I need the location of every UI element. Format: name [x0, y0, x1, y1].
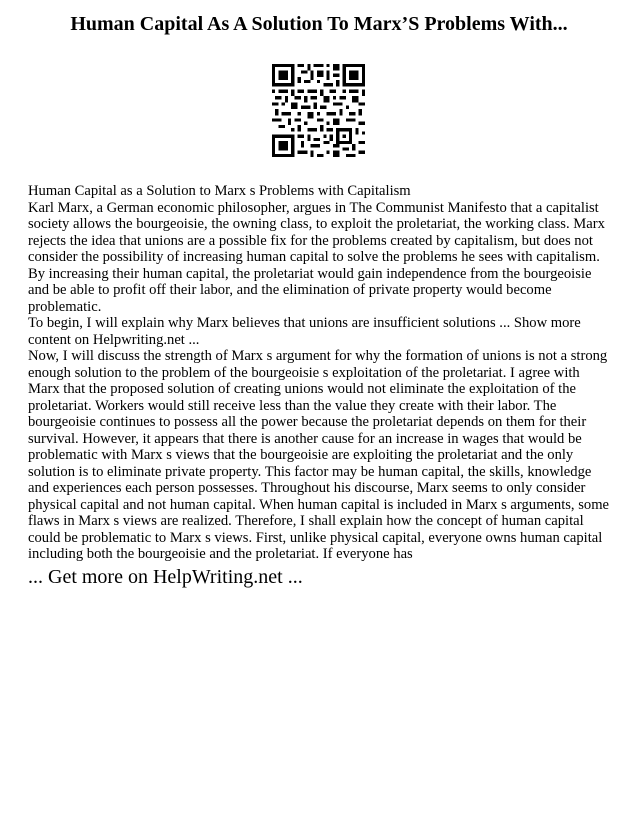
- get-more-link[interactable]: ... Get more on HelpWriting.net ...: [28, 566, 303, 588]
- paragraph: To begin, I will explain why Marx believes that unions are insufficient solutions ... Show more content on Helpwriting.net ...: [28, 315, 581, 348]
- paragraph: Now, I will discuss the strength of Marx s argument for why the formation of unions is not a strong enough solution to the problem of the bourgeoisie s exploitation of the proletariat. I agree with Marx that the proposed solution of creating unions would not eliminate the exploitation of the proletariat. Workers would still receive less than the value they create with their labor. The bourgeoisie continues to possess all the power because the proletariat depends on them for their survival. However, it appears that there is another cause for an increase in wages that would be problematic with Marx s views that the bourgeoisie are exploiting the proletariat and the only solution is to eliminate private property. This factor may be human capital, the skills, knowledge and experiences each person possesses. Throughout his discourse, Marx seems to only consider physical capital and not human capital. When human capital is included in Marx s arguments, some flaws in Marx s views are realized. Therefore, I shall explain how the concept of human capital could be problematic to Marx s views. First, unlike physical capital, everyone owns human capital including both the bourgeoisie and the proletariat. If everyone has: [28, 348, 610, 562]
- article-heading: Human Capital as a Solution to Marx s Problems with Capitalism: [28, 183, 411, 199]
- document-title: Human Capital As A Solution To Marx’S Problems With...: [70, 13, 568, 35]
- paragraph: Karl Marx, a German economic philosopher, argues in The Communist Manifesto that a capitalist society allows the bourgeoisie, the owning class, to exploit the proletariat, the working class. Marx rejects the idea that unions are a possible fix for the problems created by capitalism, but does not consider the possibility of increasing human capital to solve the problems he sees with capitalism. By increasing their human capital, the proletariat would gain independence from the bourgeoisie and be able to profit off their labor, and the elimination of private property would become problematic.: [28, 199, 605, 315]
- qr-code-icon: [272, 64, 365, 157]
- article-body: [28, 183, 614, 563]
